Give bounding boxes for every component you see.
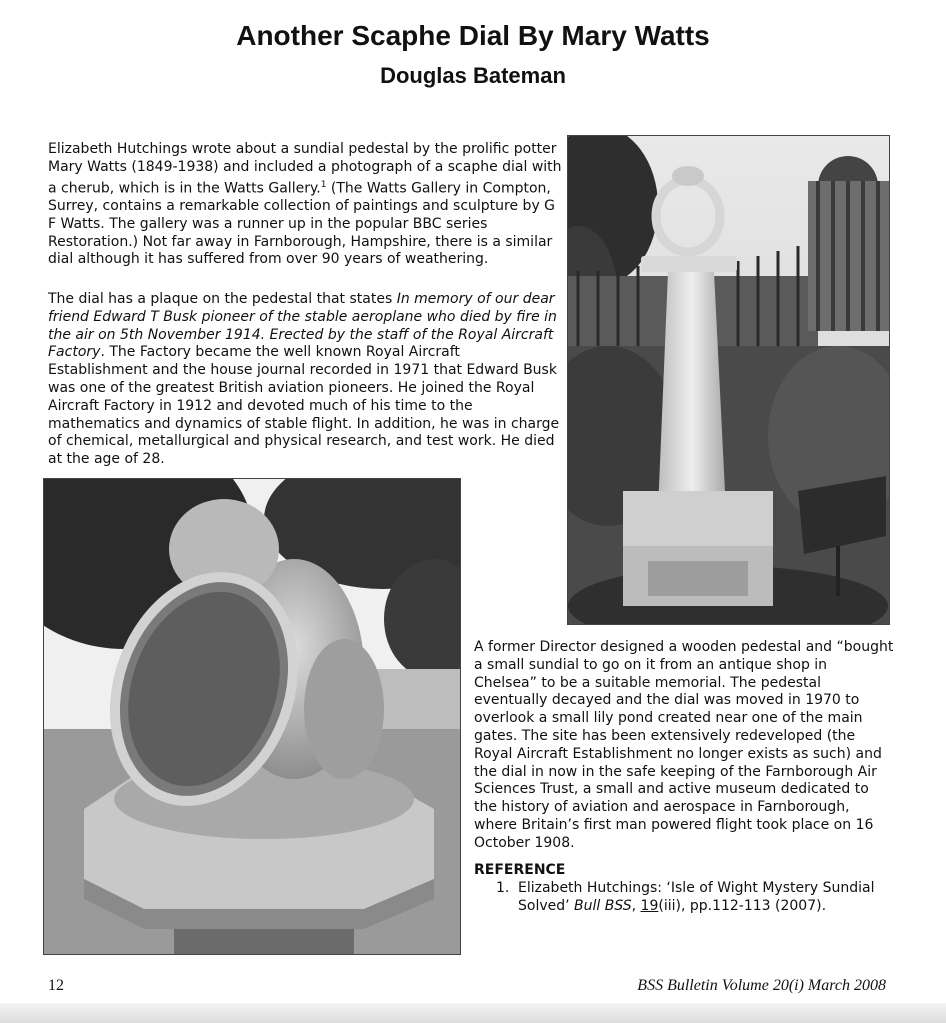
paragraph-intro-tail: (The Watts Gallery in Compton, Surrey, contains a remarkable collection of paintings and sculpture by G F Watts. The gallery was a runner up in the popular BBC series Restoration.) Not far away in Farnborough, Hampshire, there is a similar dial although it has suffered from over 90 years of weathering. [48, 180, 556, 268]
paragraph-plaque [48, 291, 564, 469]
footnote-marker: 1 [320, 179, 327, 190]
reference-text-b: (iii), pp.112-113 (2007). [658, 897, 827, 914]
reference-text-a: Elizabeth Hutchings: ‘Isle of Wight Mystery Sundial Solved’ [518, 880, 875, 914]
reference-item [496, 880, 876, 916]
paragraph-plaque-rest: . The Factory became the well known Royal Aircraft Establishment and the house journal recorded in 1971 that Edward Busk was one of the greatest British aviation pioneers. He joined the Royal Aircraft Factory in 1912 and devoted much of his time to the mathematics and dynamics of stable flight. In addition, he was in charge of chemical, metallurgical and physical research, and test work. He died at the age of 28. [48, 344, 560, 468]
reference-list [496, 880, 876, 916]
paragraph-plaque-intro: The dial has a plaque on the pedestal that states [48, 291, 397, 307]
reference-sep: , [631, 897, 641, 914]
reference-journal: Bull BSS [574, 897, 632, 914]
article-author: Douglas Bateman [380, 63, 566, 88]
paragraph-intro [48, 141, 564, 269]
reference-heading: REFERENCE [474, 862, 566, 878]
pedestal-sundial-image [568, 136, 889, 624]
photo-cherub-dial [43, 478, 461, 955]
publication-info: BSS Bulletin Volume 20(i) March 2008 [637, 977, 886, 994]
reference-volume: 19 [640, 897, 659, 914]
page-number: 12 [48, 977, 64, 994]
cherub-dial-image [44, 479, 460, 954]
page-bottom-edge [0, 1003, 946, 1023]
plaque-inscription: In memory of our dear friend Edward T Busk pioneer of the stable aeroplane who died by fire in the air on 5th November 1914. Erected by the staff of the Royal Aircraft Factory [48, 291, 557, 361]
article-title: Another Scaphe Dial By Mary Watts [236, 20, 710, 51]
photo-pedestal-sundial [567, 135, 890, 625]
reference-text [518, 880, 876, 916]
reference-number: 1. [496, 880, 510, 896]
paragraph-intro-text: Elizabeth Hutchings wrote about a sundial pedestal by the prolific potter Mary Watts (1849-1938) and included a photograph of a scaphe dial with a cherub, which is in the Watts Gallery. [48, 141, 562, 197]
paragraph-history: A former Director designed a wooden pedestal and “bought a small sundial to go on it from an antique shop in Chelsea” to be a suitable memorial. The pedestal eventually decayed and the dial was moved in 1970 to overlook a small lily pond created near one of the main gates. The site has been extensively redeveloped (the Royal Aircraft Establishment no longer exists as such) and the dial in now in the safe keeping of the Farnborough Air Sciences Trust, a small and active museum dedicated to the history of aviation and aerospace in Farnborough, where Britain’s first man powered flight took place on 16 October 1908. [474, 639, 894, 851]
